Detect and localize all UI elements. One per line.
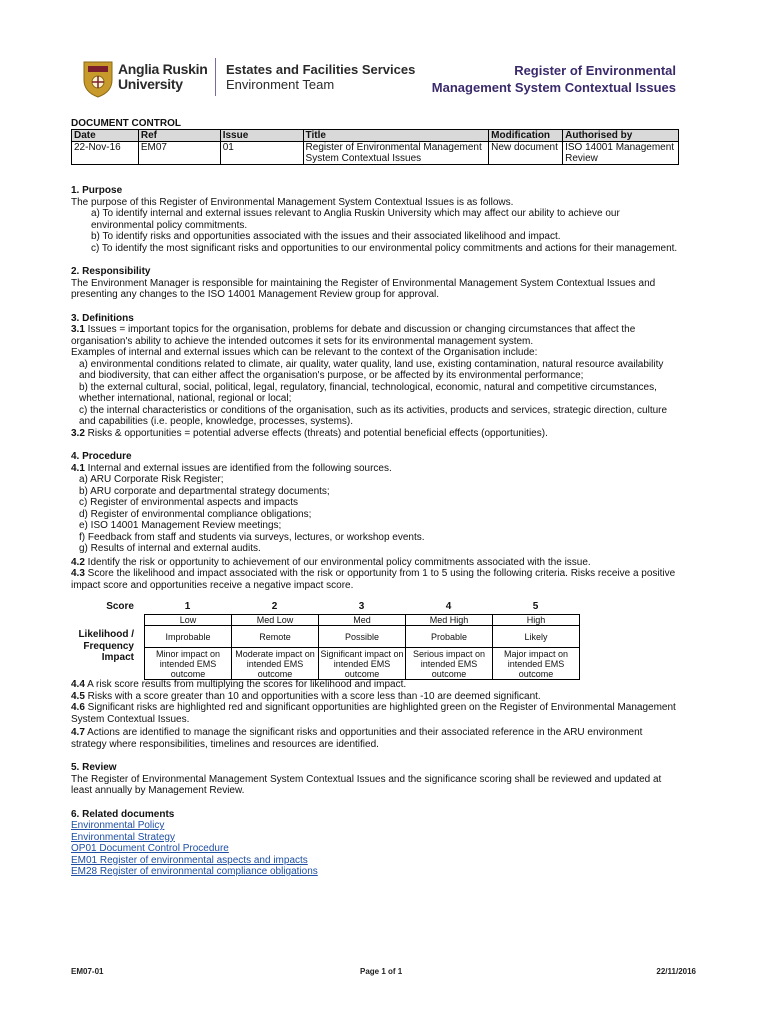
table-cell: Possible — [319, 626, 406, 648]
related-document-link[interactable]: Environmental Strategy — [71, 831, 175, 843]
table-header-row — [72, 130, 679, 142]
definition-3-2: 3.2 Risks & opportunities = potential adverse effects (threats) and potential beneficial effects (opportunities). — [71, 427, 548, 439]
list-item: e) ISO 14001 Management Review meetings; — [79, 520, 282, 531]
table-cell: Remote — [232, 626, 319, 648]
footer-ref: EM07-01 — [71, 967, 104, 976]
table-cell: Register of Environmental Management System Contextual Issues — [303, 142, 489, 165]
university-name: Anglia Ruskin University — [118, 61, 208, 92]
purpose-section — [71, 185, 679, 254]
document-title: Register of Environmental Management System Contextual Issues — [431, 63, 676, 95]
footer-date: 22/11/2016 — [656, 967, 696, 976]
table-cell: 01 — [220, 142, 303, 165]
review-section — [71, 762, 679, 797]
list-item: a) To identify internal and external issues relevant to Anglia Ruskin University which may affect our ability to achieve our environmental policy commitments. — [91, 208, 620, 231]
score-table — [144, 614, 580, 680]
table-cell: Serious impact on intended EMS outcome — [406, 648, 493, 680]
table-cell: 22-Nov-16 — [72, 142, 139, 165]
related-document-link[interactable]: Environmental Policy — [71, 820, 165, 831]
department-name: Estates and Facilities Services Environment Team — [226, 62, 416, 92]
score-criteria — [71, 601, 679, 679]
likelihood-label: Likelihood / Frequency Impact — [78, 629, 134, 663]
related-document-link[interactable]: OP01 Document Control Procedure — [71, 843, 229, 854]
section-title: 1. Purpose — [71, 185, 123, 196]
score-value: 1 — [184, 601, 191, 612]
procedure-4-3: 4.3 Score the likelihood and impact associated with the risk or opportunity from 1 to 5 using the following criteria. Risks receive a positive impact score and opportunities receive a negative impact score. — [71, 568, 676, 591]
section-title: 4. Procedure — [71, 451, 132, 462]
list-item: c) To identify the most significant risks and opportunities to our environmental policy commitments and actions for their management. — [91, 242, 678, 254]
column-header: Issue — [220, 130, 303, 142]
document-control-title: DOCUMENT CONTROL — [71, 118, 181, 129]
table-cell: Med High — [406, 615, 493, 626]
list-item: d) Register of environmental compliance obligations; — [79, 508, 312, 520]
score-value: 3 — [358, 601, 365, 612]
table-row — [145, 648, 580, 680]
responsibility-section — [71, 266, 679, 301]
related-documents-section — [71, 809, 679, 878]
column-header: Title — [303, 130, 489, 142]
list-item: f) Feedback from staff and students via surveys, lectures, or workshop events. — [79, 531, 425, 543]
list-item: c) the internal characteristics or conditions of the organisation, such as its activities, products and services, strategic direction, culture and capabilities (i.e. people, knowledge, processes, systems). — [79, 404, 668, 427]
table-cell: Significant impact on intended EMS outcome — [320, 648, 404, 679]
column-header: Modification — [489, 130, 563, 142]
column-header: Ref — [138, 130, 220, 142]
table-cell: New document — [489, 142, 563, 165]
table-row — [145, 626, 580, 648]
definition-3-1: 3.1 Issues = important topics for the organisation, problems for debate and discussion or changing circumstances that affect the organisation's ability to achieve the intended outcomes it sets for its environmental management system. — [71, 324, 636, 347]
list-item: b) the external cultural, social, political, legal, regulatory, financial, technological, economic, natural and competitive circumstances, whether international, national, regional or local; — [79, 381, 657, 404]
table-cell: Major impact on intended EMS outcome — [493, 648, 580, 680]
column-header: Authorised by — [563, 130, 679, 142]
procedure-4-7: 4.7 Actions are identified to manage the significant risks and opportunities and their associated reference in the ARU environment strategy where responsibilities, timelines and resources are identified. — [71, 727, 643, 750]
procedure-4-1: 4.1 Internal and external issues are identified from the following sources. — [71, 462, 392, 474]
section-text: Examples of internal and external issues which can be relevant to the context of the Organisation include: — [71, 347, 538, 358]
section-title: 5. Review — [71, 762, 117, 773]
page-header — [0, 0, 768, 110]
procedure-4-6: 4.6 Significant risks are highlighted red and significant opportunities are highlighted green on the Register of Environmental Management System Contextual Issues. — [71, 702, 676, 725]
university-crest-icon — [82, 58, 114, 98]
document-control-table — [71, 129, 679, 165]
score-value: 4 — [445, 601, 452, 612]
score-value: 5 — [532, 601, 539, 612]
table-cell: Probable — [406, 626, 493, 648]
section-text: The Environment Manager is responsible for maintaining the Register of Environmental Management System Contextual Issues and presenting any changes to the ISO 14001 Management Review group for approval. — [71, 277, 656, 300]
table-cell: EM07 — [138, 142, 220, 165]
table-cell: Likely — [493, 626, 580, 648]
table-cell: Med Low — [232, 615, 319, 626]
score-label: Score — [106, 601, 134, 612]
definitions-section — [71, 313, 679, 440]
table-cell: Med — [319, 615, 406, 626]
related-document-link[interactable]: EM01 Register of environmental aspects and impacts — [71, 854, 308, 866]
table-cell: Moderate impact on intended EMS outcome — [232, 648, 319, 680]
procedure-4-4: 4.4 A risk score results from multiplying the scores for likelihood and impact. — [71, 679, 407, 690]
section-text: The purpose of this Register of Environmental Management System Contextual Issues is as follows. — [71, 196, 514, 208]
list-item: g) Results of internal and external audits. — [79, 543, 261, 554]
section-title: 6. Related documents — [71, 808, 175, 820]
related-document-link[interactable]: EM28 Register of environmental compliance obligations — [71, 866, 318, 877]
table-cell: High — [493, 615, 580, 626]
column-header: Date — [72, 130, 139, 142]
document-body — [71, 118, 679, 878]
procedure-4-2: 4.2 Identify the risk or opportunity to achievement of our environmental policy commitments associated with the issue. — [71, 556, 591, 568]
footer-page: Page 1 of 1 — [360, 967, 403, 976]
procedure-4-5: 4.5 Risks with a score greater than 10 and opportunities with a score less than -10 are deemed significant. — [71, 690, 541, 702]
list-item: b) To identify risks and opportunities associated with the issues and their associated likelihood and impact. — [91, 231, 561, 242]
table-row — [72, 142, 679, 165]
table-cell: Low — [145, 615, 232, 626]
table-cell: ISO 14001 Management Review — [563, 142, 679, 165]
list-item: b) ARU corporate and departmental strategy documents; — [79, 485, 330, 497]
table-cell: Improbable — [145, 626, 232, 648]
table-row — [145, 615, 580, 626]
table-cell: Minor impact on intended EMS outcome — [145, 648, 232, 680]
list-item: a) environmental conditions related to climate, air quality, water quality, land use, existing contamination, natural resource availability and biodiversity, that can either affect the organisation's purpose, or be affected by its environmental performance; — [79, 358, 664, 381]
score-value: 2 — [271, 601, 278, 612]
section-title: 3. Definitions — [71, 312, 134, 324]
procedure-section — [71, 451, 679, 750]
section-title: 2. Responsibility — [71, 266, 151, 277]
section-text: The Register of Environmental Management System Contextual Issues and the significance scoring shall be reviewed and updated at least annually by Management Review. — [71, 773, 662, 796]
header-divider — [215, 58, 216, 96]
list-item: a) ARU Corporate Risk Register; — [79, 474, 224, 485]
list-item: c) Register of environmental aspects and impacts — [79, 497, 298, 508]
